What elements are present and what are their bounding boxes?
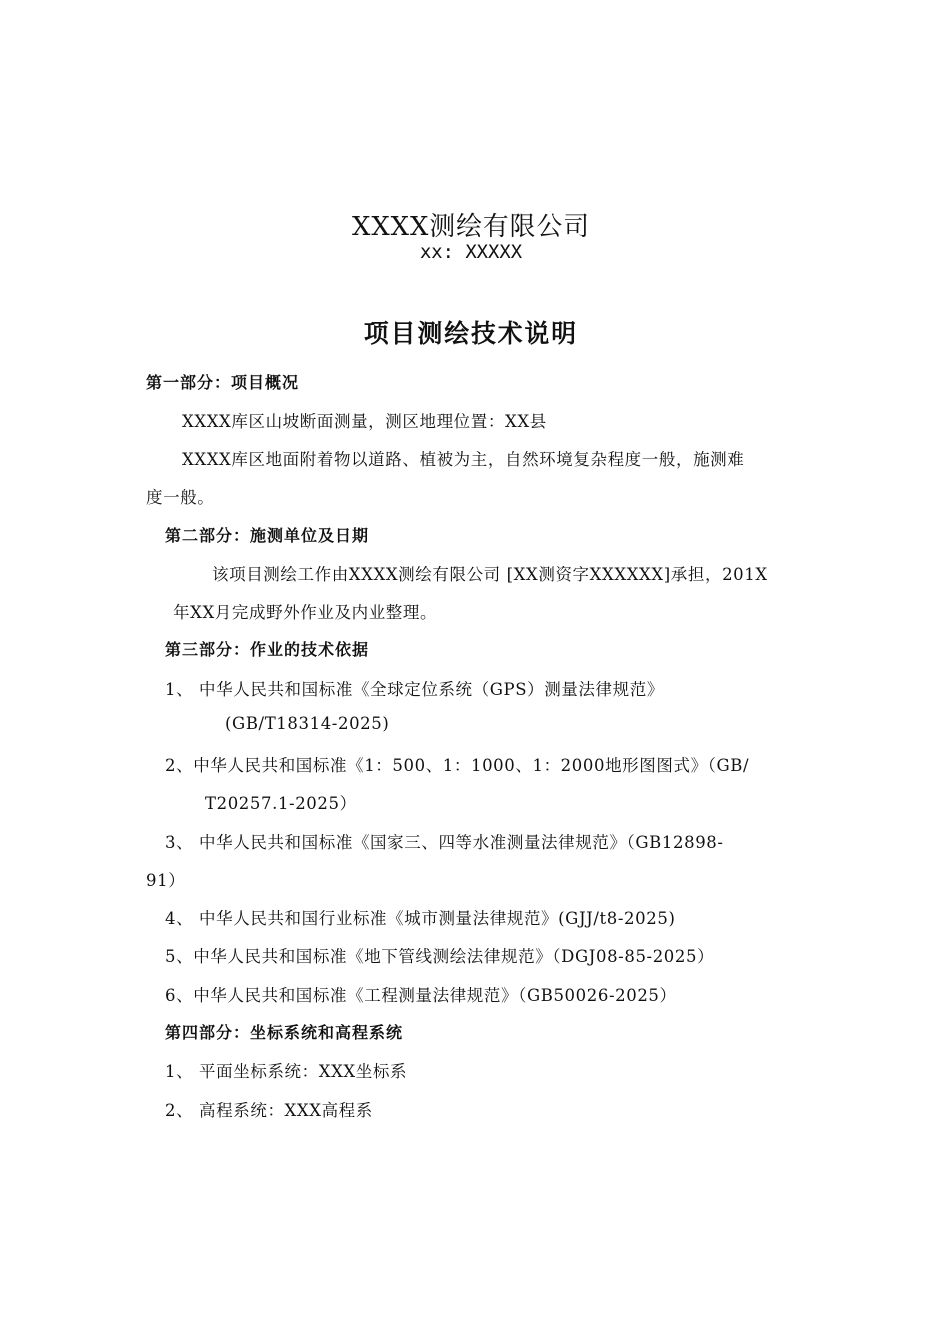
standard-item: 5、中华人民共和国标准《地下管线测绘法律规范》（DGJ08-85-2025） — [165, 947, 715, 966]
standard-item: 2、中华人民共和国标准《1：500、1：1000、1：2000地形图图式》（GB/ — [165, 756, 750, 775]
paragraph-line: 该项目测绘工作由XXXX测绘有限公司 [XX测资字XXXXXX]承担，201X — [212, 565, 768, 584]
paragraph-line: 度一般。 — [146, 488, 215, 507]
paragraph-line: XXXX库区山坡断面测量，测区地理位置：XX县 — [182, 412, 547, 431]
standard-item: (GB/T18314-2025) — [225, 714, 390, 733]
standard-item: 3、 中华人民共和国标准《国家三、四等水准测量法律规范》（GB12898- — [165, 833, 724, 852]
section-heading: 第二部分：施测单位及日期 — [165, 526, 370, 545]
document-title: 项目测绘技术说明 — [363, 319, 579, 348]
list-item: 1、 平面坐标系统：XXX坐标系 — [165, 1062, 408, 1081]
section-heading: 第三部分：作业的技术依据 — [165, 640, 370, 659]
section-heading: 第四部分：坐标系统和高程系统 — [165, 1023, 404, 1042]
document-code: xx: XXXXX — [419, 241, 523, 263]
paragraph-line: 年XX月完成野外作业及内业整理。 — [173, 603, 438, 622]
list-item: 2、 高程系统：XXX高程系 — [165, 1101, 373, 1120]
standard-item: 91） — [146, 871, 186, 890]
section-heading: 第一部分：项目概况 — [146, 373, 300, 392]
standard-item: T20257.1-2025） — [205, 794, 357, 813]
company-name: XXXX测绘有限公司 — [351, 212, 591, 242]
standard-item: 1、 中华人民共和国标准《全球定位系统（GPS）测量法律规范》 — [165, 680, 664, 699]
paragraph-line: XXXX库区地面附着物以道路、植被为主，自然环境复杂程度一般，施测难 — [182, 450, 745, 469]
standard-item: 4、 中华人民共和国行业标准《城市测量法律规范》(GJJ/t8-2025) — [165, 909, 676, 928]
standard-item: 6、中华人民共和国标准《工程测量法律规范》（GB50026-2025） — [165, 986, 677, 1005]
